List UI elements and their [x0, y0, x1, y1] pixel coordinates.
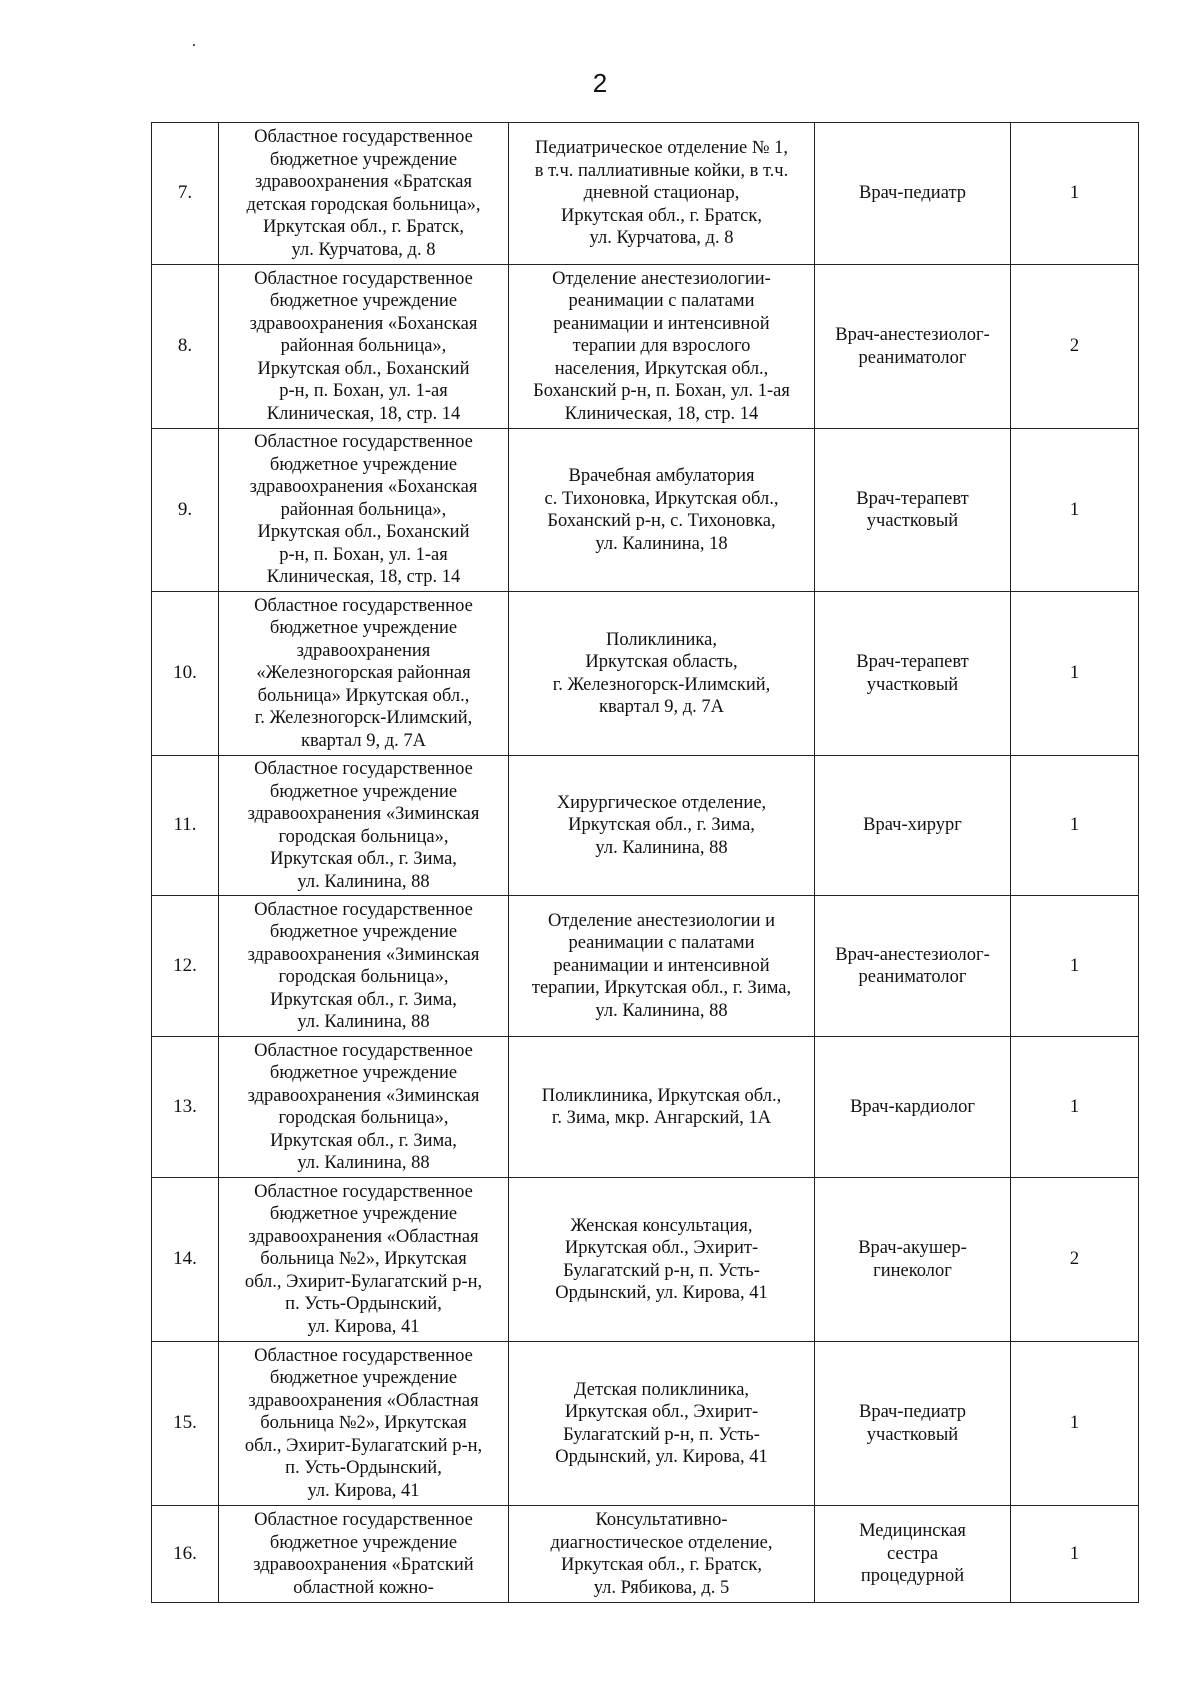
table-row [152, 1506, 1139, 1603]
table-row [152, 123, 1139, 265]
row-number: 8. [152, 265, 219, 429]
position-cell: Врач-кардиолог [815, 1037, 1011, 1178]
organization-cell: Областное государственное бюджетное учреждение здравоохранения «Зиминская городская больница», Иркутская обл., г. Зима, ул. Калинина, 88 [219, 896, 509, 1037]
organization-cell: Областное государственное бюджетное учреждение здравоохранения «Боханская районная больница», Иркутская обл., Боханский р-н, п. Бохан, ул. 1-ая Клиническая, 18, стр. 14 [219, 429, 509, 592]
page-number: 2 [592, 68, 608, 98]
position-cell: Врач-терапевт участковый [815, 429, 1011, 592]
table-row [152, 756, 1139, 896]
count-cell: 2 [1011, 1178, 1139, 1342]
position-cell: Врач-анестезиолог- реаниматолог [815, 265, 1011, 429]
position-cell: Медицинская сестра процедурной [815, 1506, 1011, 1603]
row-number: 14. [152, 1178, 219, 1342]
department-cell: Консультативно- диагностическое отделение, Иркутская обл., г. Братск, ул. Рябикова, д. 5 [509, 1506, 815, 1603]
row-number: 12. [152, 896, 219, 1037]
position-cell: Врач-акушер- гинеколог [815, 1178, 1011, 1342]
scan-speck [193, 44, 195, 46]
row-number: 9. [152, 429, 219, 592]
count-cell: 2 [1011, 265, 1139, 429]
position-cell: Врач-педиатр участковый [815, 1342, 1011, 1506]
table-row [152, 1178, 1139, 1342]
count-cell: 1 [1011, 896, 1139, 1037]
count-cell: 1 [1011, 1342, 1139, 1506]
organization-cell: Областное государственное бюджетное учреждение здравоохранения «Зиминская городская больница», Иркутская обл., г. Зима, ул. Калинина, 88 [219, 1037, 509, 1178]
position-cell: Врач-анестезиолог- реаниматолог [815, 896, 1011, 1037]
count-cell: 1 [1011, 592, 1139, 756]
department-cell: Хирургическое отделение, Иркутская обл., г. Зима, ул. Калинина, 88 [509, 756, 815, 896]
department-cell: Детская поликлиника, Иркутская обл., Эхирит- Булагатский р-н, п. Усть- Ордынский, ул. Кирова, 41 [509, 1342, 815, 1506]
department-cell: Отделение анестезиологии- реанимации с палатами реанимации и интенсивной терапии для взрослого населения, Иркутская обл., Боханский р-н, п. Бохан, ул. 1-ая Клиническая, 18, стр. 14 [509, 265, 815, 429]
count-cell: 1 [1011, 756, 1139, 896]
organization-cell: Областное государственное бюджетное учреждение здравоохранения «Братская детская городская больница», Иркутская обл., г. Братск, ул. Курчатова, д. 8 [219, 123, 509, 265]
table-row [152, 896, 1139, 1037]
department-cell: Поликлиника, Иркутская обл., г. Зима, мкр. Ангарский, 1А [509, 1037, 815, 1178]
row-number: 13. [152, 1037, 219, 1178]
position-cell: Врач-педиатр [815, 123, 1011, 265]
table-row [152, 429, 1139, 592]
vacancy-table [151, 122, 1139, 1603]
table-row [152, 265, 1139, 429]
organization-cell: Областное государственное бюджетное учреждение здравоохранения «Зиминская городская больница», Иркутская обл., г. Зима, ул. Калинина, 88 [219, 756, 509, 896]
organization-cell: Областное государственное бюджетное учреждение здравоохранения «Братский областной кожно- [219, 1506, 509, 1603]
department-cell: Отделение анестезиологии и реанимации с палатами реанимации и интенсивной терапии, Иркутская обл., г. Зима, ул. Калинина, 88 [509, 896, 815, 1037]
position-cell: Врач-хирург [815, 756, 1011, 896]
row-number: 15. [152, 1342, 219, 1506]
organization-cell: Областное государственное бюджетное учреждение здравоохранения «Железногорская районная больница» Иркутская обл., г. Железногорск-Илимский, квартал 9, д. 7А [219, 592, 509, 756]
position-cell: Врач-терапевт участковый [815, 592, 1011, 756]
row-number: 16. [152, 1506, 219, 1603]
count-cell: 1 [1011, 429, 1139, 592]
organization-cell: Областное государственное бюджетное учреждение здравоохранения «Областная больница №2», Иркутская обл., Эхирит-Булагатский р-н, п. Усть-Ордынский, ул. Кирова, 41 [219, 1342, 509, 1506]
count-cell: 1 [1011, 1506, 1139, 1603]
row-number: 7. [152, 123, 219, 265]
department-cell: Педиатрическое отделение № 1, в т.ч. паллиативные койки, в т.ч. дневной стационар, Иркутская обл., г. Братск, ул. Курчатова, д. 8 [509, 123, 815, 265]
table-row [152, 1342, 1139, 1506]
department-cell: Врачебная амбулатория с. Тихоновка, Иркутская обл., Боханский р-н, с. Тихоновка, ул. Калинина, 18 [509, 429, 815, 592]
organization-cell: Областное государственное бюджетное учреждение здравоохранения «Боханская районная больница», Иркутская обл., Боханский р-н, п. Бохан, ул. 1-ая Клиническая, 18, стр. 14 [219, 265, 509, 429]
row-number: 11. [152, 756, 219, 896]
organization-cell: Областное государственное бюджетное учреждение здравоохранения «Областная больница №2», Иркутская обл., Эхирит-Булагатский р-н, п. Усть-Ордынский, ул. Кирова, 41 [219, 1178, 509, 1342]
table-row [152, 592, 1139, 756]
count-cell: 1 [1011, 1037, 1139, 1178]
department-cell: Поликлиника, Иркутская область, г. Железногорск-Илимский, квартал 9, д. 7А [509, 592, 815, 756]
department-cell: Женская консультация, Иркутская обл., Эхирит- Булагатский р-н, п. Усть- Ордынский, ул. Кирова, 41 [509, 1178, 815, 1342]
count-cell: 1 [1011, 123, 1139, 265]
row-number: 10. [152, 592, 219, 756]
table-row [152, 1037, 1139, 1178]
